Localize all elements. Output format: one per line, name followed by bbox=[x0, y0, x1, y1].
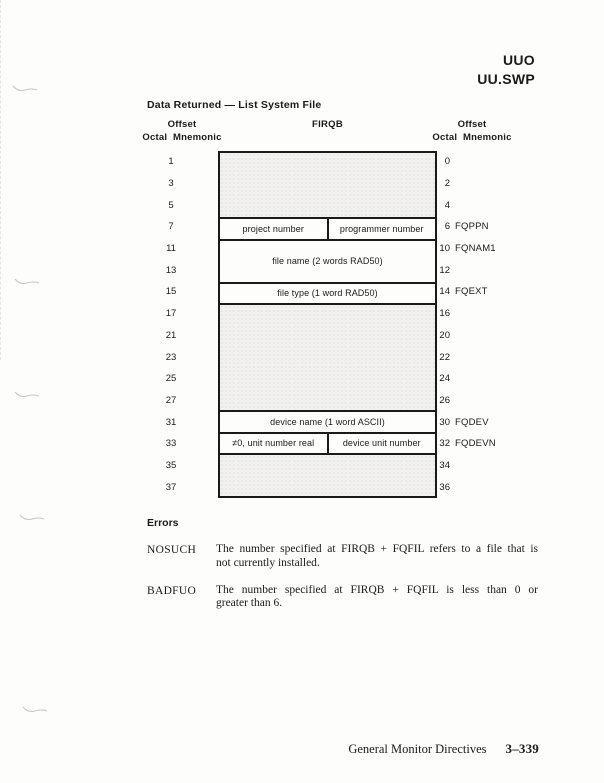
page-footer bbox=[348, 741, 539, 757]
left-offset-header-line1: Offset bbox=[167, 119, 197, 130]
offset-row bbox=[436, 368, 556, 390]
offset-mnemonic: FQPPN bbox=[455, 221, 489, 233]
offset-octal: 14 bbox=[439, 286, 450, 298]
left-offset: 35 bbox=[165, 459, 177, 471]
unit-number-real-label: ≠0, unit number real bbox=[232, 438, 315, 449]
running-head-line2: UU.SWP bbox=[477, 70, 535, 87]
left-offset: 15 bbox=[165, 286, 177, 298]
error-description bbox=[216, 543, 538, 571]
firqb-row-fqdev bbox=[220, 410, 435, 431]
left-offset: 3 bbox=[168, 178, 174, 190]
page-number: 3–339 bbox=[505, 741, 539, 756]
offset-row bbox=[436, 151, 556, 173]
left-offset: 23 bbox=[165, 351, 177, 363]
offset-octal: 12 bbox=[439, 264, 450, 276]
firqb-row-fqnam1 bbox=[220, 239, 435, 282]
firqb-row-fqext bbox=[220, 282, 435, 303]
left-offset: 5 bbox=[168, 199, 174, 211]
offset-row bbox=[436, 325, 556, 347]
binder-mark bbox=[12, 84, 38, 94]
offset-row bbox=[436, 346, 556, 368]
project-number-cell bbox=[220, 219, 329, 238]
left-offset-column bbox=[147, 151, 195, 498]
error-item bbox=[147, 584, 539, 612]
right-offset-column-header bbox=[430, 119, 514, 144]
footer-section-title: General Monitor Directives bbox=[348, 742, 487, 756]
offset-row bbox=[436, 303, 556, 325]
scan-edge-artifact bbox=[0, 0, 3, 360]
left-offset: 37 bbox=[165, 481, 177, 493]
offset-row bbox=[436, 173, 556, 195]
offset-octal: 34 bbox=[439, 459, 450, 471]
offset-octal: 4 bbox=[444, 199, 450, 211]
firqb-reserved-block-middle bbox=[220, 303, 435, 410]
offset-octal: 32 bbox=[439, 438, 450, 450]
error-item bbox=[147, 543, 539, 571]
offset-row bbox=[436, 281, 556, 303]
errors-heading: Errors bbox=[147, 517, 179, 529]
offset-octal: 20 bbox=[439, 329, 450, 341]
offset-row bbox=[436, 194, 556, 216]
error-code: BADFUO bbox=[147, 584, 197, 597]
left-offset-column-header bbox=[140, 119, 224, 144]
binder-mark bbox=[14, 277, 40, 287]
left-offset: 25 bbox=[165, 373, 177, 385]
offset-mnemonic: FQEXT bbox=[455, 286, 488, 298]
error-description-line: The number specified at FIRQB + FQFIL refers to a file that is bbox=[216, 543, 538, 555]
errors-section bbox=[147, 517, 539, 624]
error-code: NOSUCH bbox=[147, 544, 197, 556]
offset-octal: 0 bbox=[444, 156, 450, 168]
left-offset-header-line2: Octal Mnemonic bbox=[142, 131, 222, 143]
left-offset: 31 bbox=[165, 416, 177, 428]
project-number-label: project number bbox=[242, 224, 304, 235]
firqb-diagram bbox=[218, 151, 437, 498]
right-offset-header-line1: Offset bbox=[457, 119, 487, 130]
right-offset-column bbox=[436, 151, 556, 498]
programmer-number-label: programmer number bbox=[339, 224, 424, 235]
offset-octal: 2 bbox=[444, 178, 450, 190]
offset-octal: 22 bbox=[439, 351, 450, 363]
error-description-line: greater than 6. bbox=[216, 597, 283, 610]
device-name-label: device name (1 word ASCII) bbox=[270, 416, 385, 427]
offset-row bbox=[436, 390, 556, 412]
offset-row bbox=[436, 433, 556, 455]
running-head-line1: UUO bbox=[502, 52, 535, 68]
binder-mark bbox=[19, 513, 45, 523]
file-name-label: file name (2 words RAD50) bbox=[272, 256, 383, 267]
file-type-label: file type (1 word RAD50) bbox=[277, 288, 378, 299]
offset-row bbox=[436, 476, 556, 498]
firqb-row-fqdevn bbox=[220, 432, 435, 453]
left-offset: 33 bbox=[165, 438, 177, 450]
firqb-reserved-block-top bbox=[220, 153, 435, 217]
section-title: Data Returned — List System File bbox=[147, 99, 322, 111]
left-offset: 21 bbox=[165, 329, 177, 341]
binder-mark bbox=[22, 705, 48, 715]
offset-row bbox=[436, 238, 556, 260]
offset-mnemonic: FQDEV bbox=[455, 416, 489, 428]
offset-octal: 36 bbox=[439, 481, 450, 493]
offset-mnemonic: FQDEVN bbox=[455, 438, 496, 450]
offset-mnemonic: FQNAM1 bbox=[455, 243, 496, 255]
left-offset: 13 bbox=[165, 264, 177, 276]
left-offset: 1 bbox=[168, 156, 174, 168]
offset-octal: 30 bbox=[439, 416, 450, 428]
left-offset: 27 bbox=[165, 394, 177, 406]
offset-octal: 26 bbox=[439, 394, 450, 406]
offset-octal: 24 bbox=[439, 373, 450, 385]
running-head bbox=[477, 51, 535, 88]
binder-mark bbox=[14, 390, 40, 400]
left-offset: 7 bbox=[168, 221, 174, 233]
device-unit-number-cell bbox=[329, 434, 436, 453]
firqb-row-fqppn bbox=[220, 217, 435, 238]
firqb-reserved-block-bottom bbox=[220, 453, 435, 496]
right-offset-header-line2: Octal Mnemonic bbox=[432, 131, 512, 143]
left-offset: 17 bbox=[165, 308, 177, 320]
firqb-title: FIRQB bbox=[311, 119, 344, 130]
offset-row bbox=[436, 455, 556, 477]
offset-row bbox=[436, 259, 556, 281]
left-offset: 11 bbox=[166, 243, 176, 255]
error-description-line: not currently installed. bbox=[216, 556, 320, 569]
offset-row bbox=[436, 216, 556, 238]
offset-row bbox=[436, 411, 556, 433]
error-description-line: The number specified at FIRQB + FQFIL is less than 0 or bbox=[216, 583, 538, 596]
offset-octal: 6 bbox=[444, 221, 450, 233]
programmer-number-cell bbox=[329, 219, 436, 238]
offset-octal: 16 bbox=[439, 308, 450, 320]
offset-octal: 10 bbox=[439, 243, 450, 255]
device-unit-number-label: device unit number bbox=[342, 438, 421, 449]
error-description bbox=[216, 584, 538, 612]
unit-number-real-cell bbox=[220, 434, 329, 453]
